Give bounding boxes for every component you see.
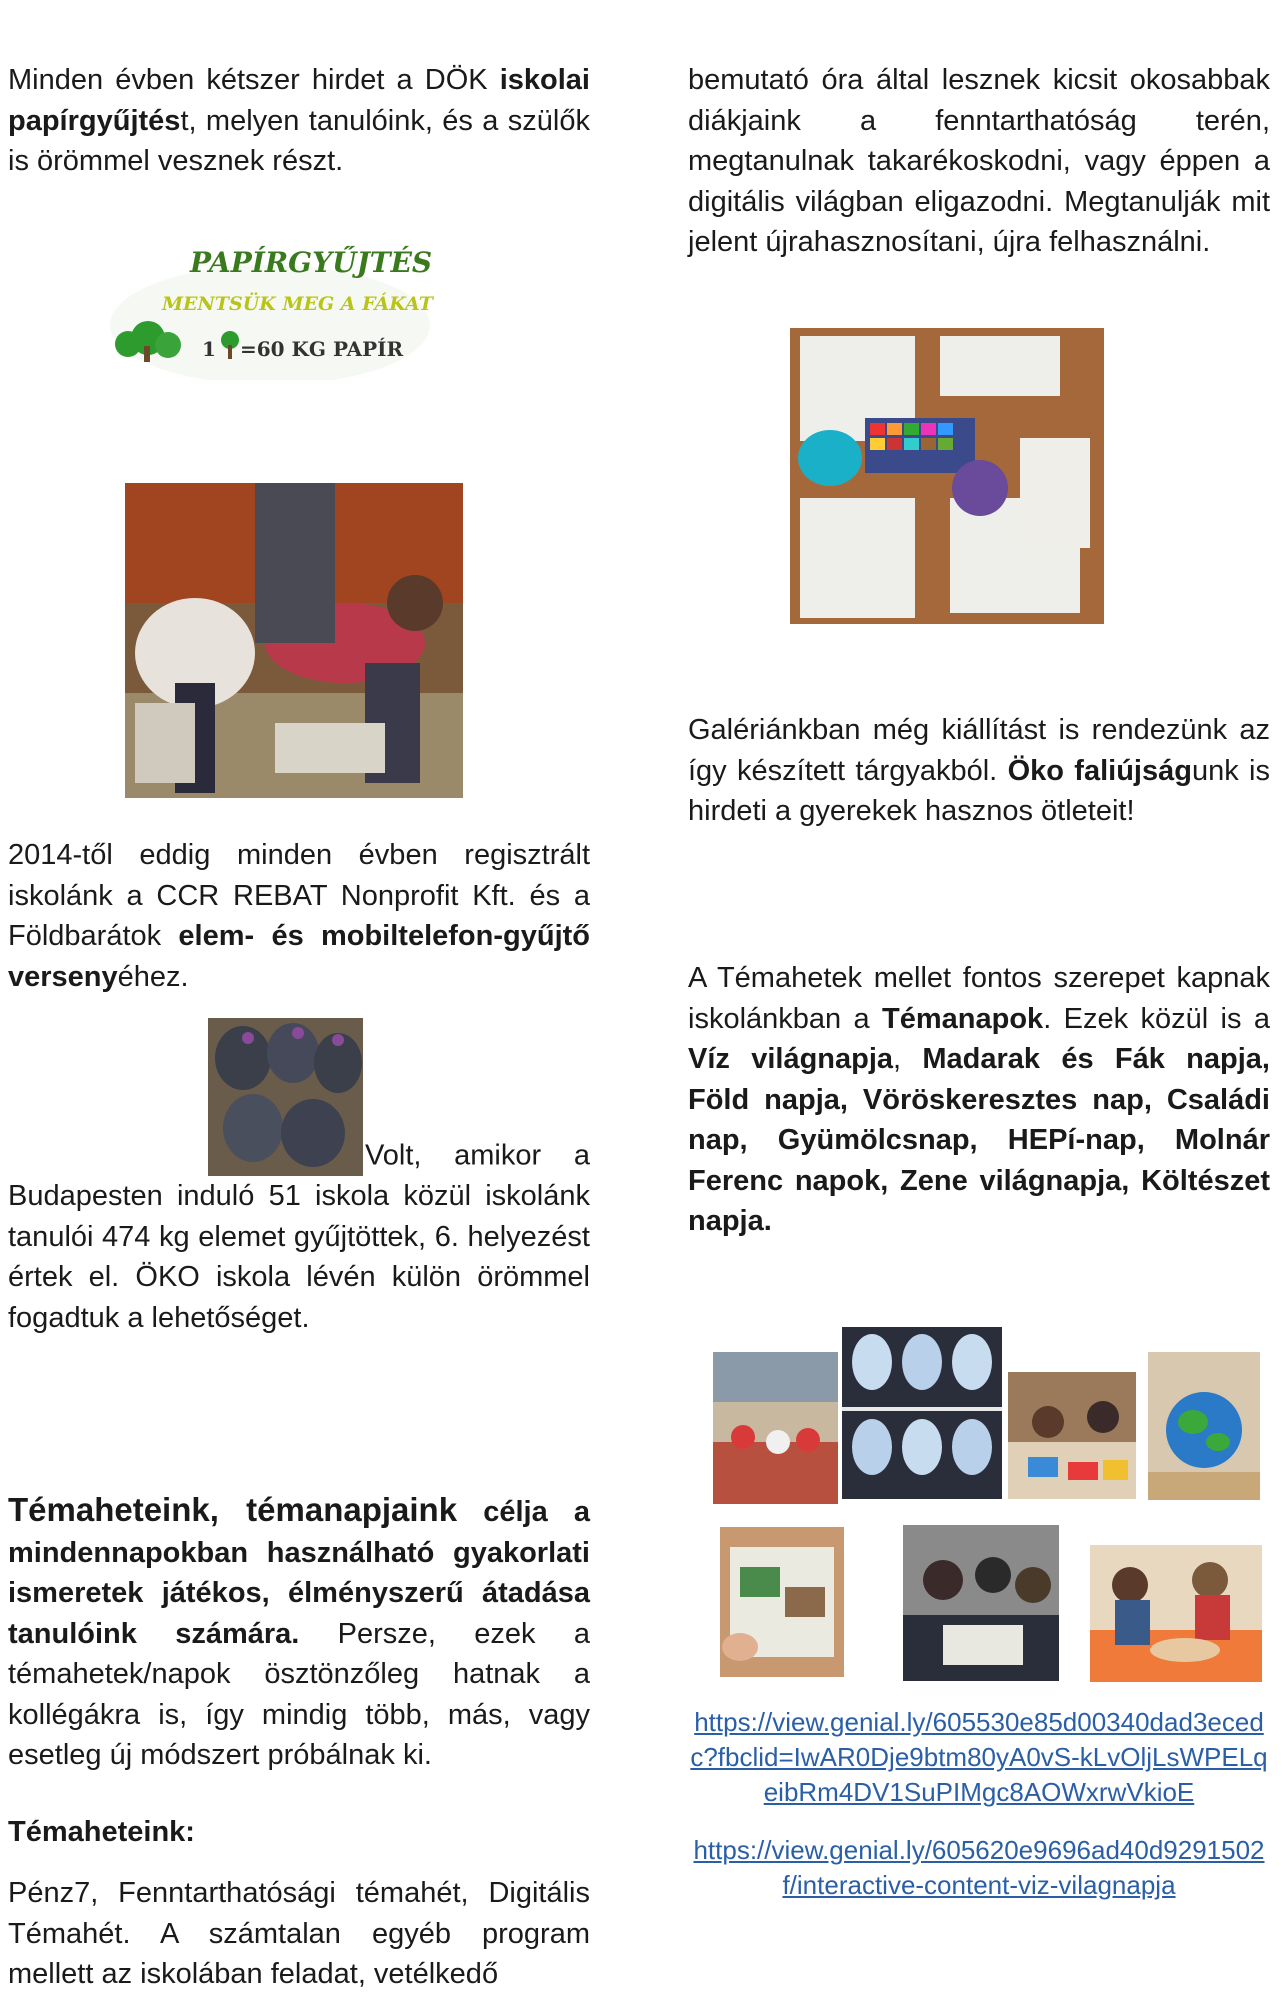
sustainability-display-photo (790, 328, 1104, 624)
paper-collection-paragraph: Minden évben kétszer hirdet a DÖK iskolai papírgyűjtést, melyen tanulóink, és a szülők is örömmel vesznek részt. (8, 64, 590, 177)
theme-day-photo-7 (1090, 1545, 1262, 1682)
genially-link-2[interactable]: https://view.genial.ly/605620e9696ad40d9291502f/interactive-content-viz-vilagnapja (693, 1835, 1265, 1900)
theme-weeks-list-paragraph: Pénz7, Fenntarthatósági témahét, Digitális Témahét. A számtalan egyéb program mellett az iskolában feladat, vetélkedő (8, 1877, 590, 1990)
logo-subtitle-text: MENTSÜK MEG A FÁKAT (162, 293, 433, 315)
students-paper-photo (125, 483, 463, 798)
logo-title-text: PAPÍRGYŰJTÉS (190, 246, 433, 279)
gallery-exhibition-paragraph: Galériánkban még kiállítást is rendezünk az így készített tárgyakból. Öko faliújságunk is hirdeti a gyerekek hasznos ötleteit! (688, 714, 1270, 827)
genially-link-1[interactable]: https://view.genial.ly/605530e85d00340dad3ecedc?fbclid=IwAR0Dje9btm80yA0vS-kLvOljLsWPELqeibRm4DV1SuPIMgc8AOWxrwVkioE (690, 1707, 1268, 1807)
theme-day-photo-3 (1008, 1372, 1136, 1499)
battery-result-paragraph: Volt, amikor a Budapesten induló 51 iskola közül iskolánk tanulói 474 kg elemet gyűjtöttek, 6. helyezést értek el. ÖKO iskola lévén külön örömmel fogadtuk a lehetőséget. (8, 1018, 590, 1338)
battery-bags-photo (208, 1018, 363, 1176)
theme-weeks-heading: Témaheteink: (8, 1816, 195, 1848)
theme-day-photo-4 (1148, 1352, 1260, 1500)
theme-weeks-intro-paragraph: Témaheteink, témanapjaink célja a mindennapokban használható gyakorlati ismeretek játékos, élményszerű átadása tanulóink számára. Persze, ezek a témahetek/napok ösztönzőleg hatnak a kollégákra is, így mindig több, más, vagy esetleg új módszert próbálnak ki. (8, 1491, 590, 1771)
theme-day-photo-2 (842, 1327, 1002, 1499)
theme-day-photo-6 (903, 1525, 1059, 1681)
theme-day-photo-1 (713, 1352, 838, 1504)
logo-formula-end: =60 KG PAPÍR (240, 337, 404, 361)
theme-days-paragraph: A Témahetek mellet fontos szerepet kapnak iskolánkban a Témanapok. Ezek közül is a Víz világnapja, Madarak és Fák napja, Föld napja, Vöröskeresztes nap, Családi nap, Gyümölcsnap, HEPí-nap, Molnár Ferenc napok, Zene világnapja, Költészet napja. (688, 962, 1270, 1237)
theme-day-photo-5 (720, 1527, 844, 1677)
paper-collection-logo (110, 230, 445, 380)
demonstration-lesson-paragraph: bemutató óra által lesznek kicsit okosabbak diákjaink a fenntarthatóság terén, megtanulnak takarékoskodni, vagy éppen a digitális világban eligazodni. Megtanulják mit jelent újrahasznosítani, újra felhasználni. (688, 64, 1270, 258)
logo-formula-start: 1 (202, 337, 216, 361)
battery-competition-paragraph: 2014-től eddig minden évben regisztrált iskolánk a CCR REBAT Nonprofit Kft. és a Földbarátok elem- és mobiltelefon-gyűjtő versenyéhez. (8, 839, 590, 993)
